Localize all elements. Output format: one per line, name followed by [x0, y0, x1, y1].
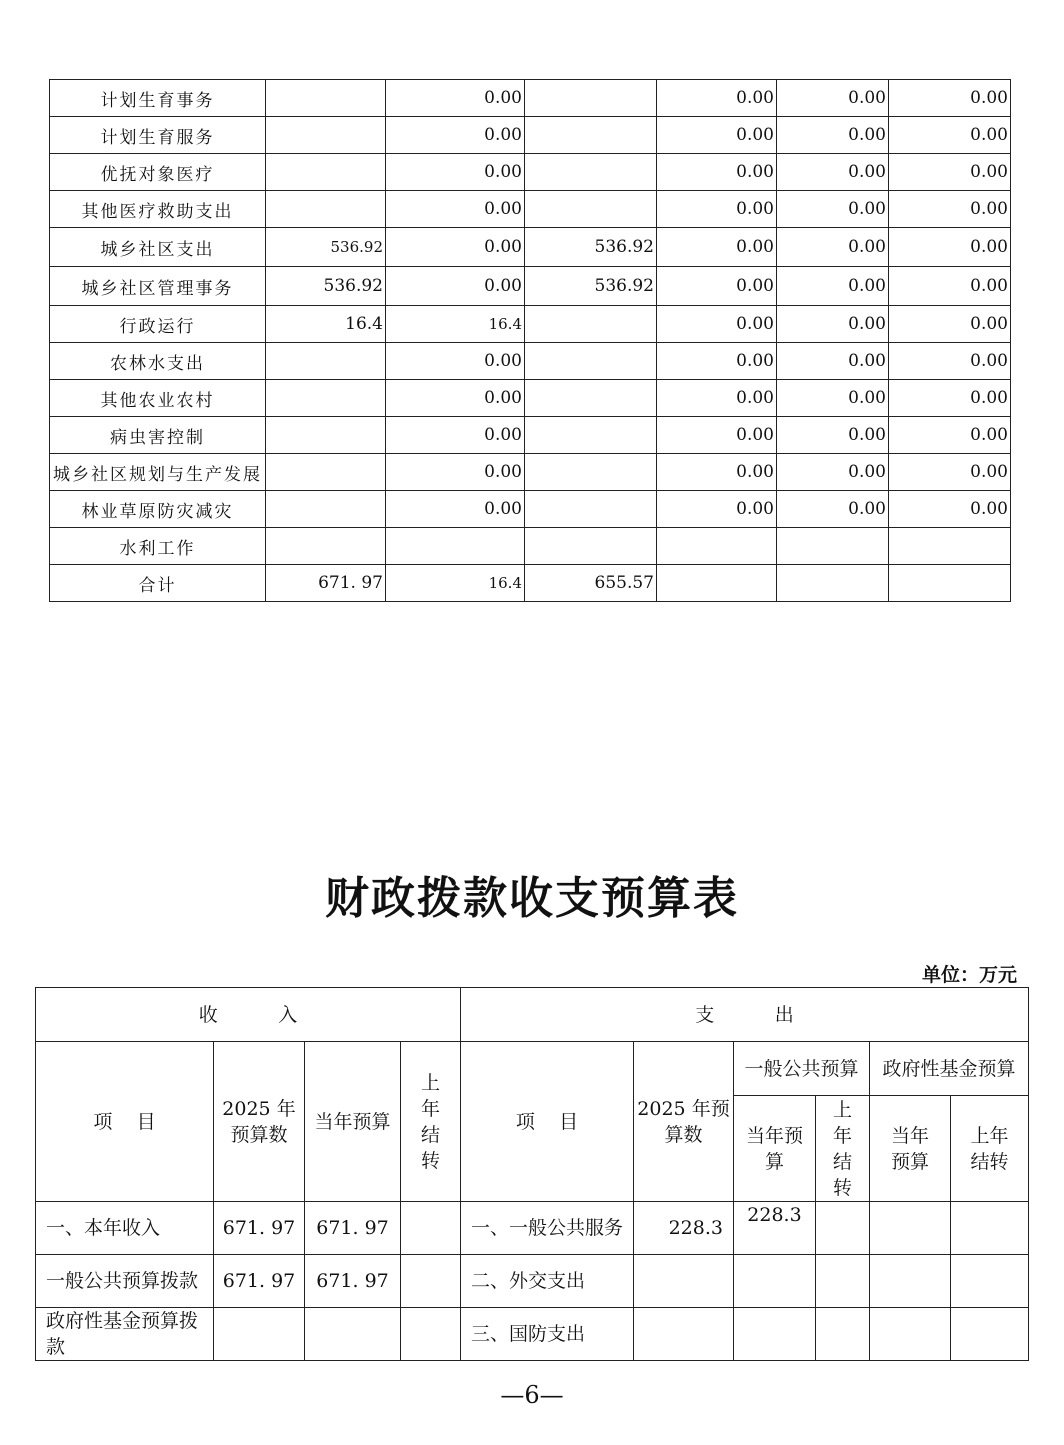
gp-carry-header: 上年结转	[816, 1096, 870, 1202]
table-cell: 0.00	[777, 306, 889, 343]
table-cell: 0.00	[889, 267, 1011, 306]
table-cell	[777, 565, 889, 602]
table-cell: 0.00	[889, 191, 1011, 228]
expense-item-header: 项 目	[461, 1042, 634, 1202]
table-cell: 0.00	[386, 117, 525, 154]
table-cell: 671. 97	[214, 1255, 305, 1308]
table-cell: 0.00	[657, 191, 777, 228]
table-cell: 228.3	[734, 1202, 816, 1255]
table-cell: 228.3	[634, 1202, 734, 1255]
table-cell	[525, 380, 657, 417]
table-row	[36, 1202, 1029, 1255]
table-row	[50, 154, 1011, 191]
table-cell: 16.4	[386, 565, 525, 602]
table-cell	[266, 80, 386, 117]
table-cell: 0.00	[386, 454, 525, 491]
fiscal-budget-table	[35, 987, 1029, 1361]
table-cell	[266, 117, 386, 154]
table-cell: 16.4	[386, 306, 525, 343]
table-cell: 0.00	[889, 343, 1011, 380]
row-label: 政府性基金预算拨款	[36, 1308, 214, 1361]
table-cell	[266, 343, 386, 380]
table-cell: 671. 97	[214, 1202, 305, 1255]
table-cell	[951, 1202, 1029, 1255]
table-cell: 0.00	[777, 417, 889, 454]
table-cell: 0.00	[657, 306, 777, 343]
table-cell	[525, 80, 657, 117]
table-cell	[951, 1255, 1029, 1308]
table-cell: 0.00	[386, 267, 525, 306]
table-cell: 0.00	[657, 380, 777, 417]
table-cell: 0.00	[657, 154, 777, 191]
table-cell	[816, 1255, 870, 1308]
table-cell: 0.00	[889, 80, 1011, 117]
row-label: 计划生育服务	[50, 117, 266, 154]
table-cell: 0.00	[777, 228, 889, 267]
table-cell: 0.00	[657, 343, 777, 380]
table-cell: 0.00	[657, 267, 777, 306]
table-cell	[634, 1255, 734, 1308]
table-cell	[525, 191, 657, 228]
row-label: 城乡社区支出	[50, 228, 266, 267]
row-label: 林业草原防灾减灾	[50, 491, 266, 528]
expense-header: 支 出	[461, 988, 1029, 1042]
table-cell	[305, 1308, 401, 1361]
table-cell	[214, 1308, 305, 1361]
table-cell	[525, 306, 657, 343]
row-label: 一、一般公共服务	[461, 1202, 634, 1255]
table-row	[50, 454, 1011, 491]
table-cell: 0.00	[889, 306, 1011, 343]
table-cell: 0.00	[386, 154, 525, 191]
table-cell: 0.00	[889, 454, 1011, 491]
row-label: 水利工作	[50, 528, 266, 565]
table-cell: 0.00	[889, 417, 1011, 454]
table-cell: 0.00	[657, 454, 777, 491]
general-public-budget-header: 一般公共预算	[734, 1042, 870, 1096]
table-cell	[401, 1255, 461, 1308]
gov-fund-budget-header: 政府性基金预算	[870, 1042, 1029, 1096]
table-cell: 0.00	[777, 117, 889, 154]
row-label: 病虫害控制	[50, 417, 266, 454]
table-row	[50, 306, 1011, 343]
gf-carry-header: 上年结转	[951, 1096, 1029, 1202]
table-cell	[657, 528, 777, 565]
table-cell	[525, 454, 657, 491]
gf-current-header: 当年预算	[870, 1096, 951, 1202]
table-cell: 0.00	[777, 343, 889, 380]
page-number: —6—	[500, 1381, 564, 1409]
table-cell	[816, 1308, 870, 1361]
row-label: 二、外交支出	[461, 1255, 634, 1308]
income-header: 收 入	[36, 988, 461, 1042]
table-cell	[525, 343, 657, 380]
row-label: 行政运行	[50, 306, 266, 343]
table-cell	[401, 1202, 461, 1255]
table-cell	[266, 154, 386, 191]
table-cell: 0.00	[777, 454, 889, 491]
expense-budget-2025-header: 2025 年预算数	[634, 1042, 734, 1202]
table-row	[50, 417, 1011, 454]
row-label: 计划生育事务	[50, 80, 266, 117]
table-row	[50, 191, 1011, 228]
table-cell	[525, 491, 657, 528]
table-cell	[889, 565, 1011, 602]
table-cell: 0.00	[657, 491, 777, 528]
table-cell	[634, 1308, 734, 1361]
table-row	[50, 117, 1011, 154]
table-cell	[657, 565, 777, 602]
budget-detail-body	[50, 80, 1011, 602]
row-label: 农林水支出	[50, 343, 266, 380]
unit-label: 单位：万元	[921, 964, 1017, 986]
table-cell: 0.00	[657, 228, 777, 267]
table-row	[50, 267, 1011, 306]
table-cell: 0.00	[889, 117, 1011, 154]
table-cell: 0.00	[889, 228, 1011, 267]
table-cell: 0.00	[777, 154, 889, 191]
table-cell: 0.00	[777, 491, 889, 528]
row-label: 合计	[50, 565, 266, 602]
table-cell: 0.00	[386, 491, 525, 528]
table-cell	[266, 528, 386, 565]
fiscal-budget-body	[36, 1202, 1029, 1361]
table-cell: 671. 97	[266, 565, 386, 602]
gp-current-header: 当年预算	[734, 1096, 816, 1202]
table-cell	[525, 528, 657, 565]
table-cell: 671. 97	[305, 1202, 401, 1255]
budget-detail-table	[49, 79, 1011, 602]
table-row	[50, 228, 1011, 267]
table-row	[50, 380, 1011, 417]
row-label: 其他医疗救助支出	[50, 191, 266, 228]
table-cell: 0.00	[386, 380, 525, 417]
table-cell	[266, 191, 386, 228]
table-cell	[386, 528, 525, 565]
income-budget-2025-header: 2025 年预算数	[214, 1042, 305, 1202]
table-cell: 671. 97	[305, 1255, 401, 1308]
table-cell	[816, 1202, 870, 1255]
table-cell: 536.92	[525, 228, 657, 267]
table-cell: 0.00	[386, 228, 525, 267]
table-cell	[266, 380, 386, 417]
row-label: 其他农业农村	[50, 380, 266, 417]
table-cell	[777, 528, 889, 565]
table-cell	[401, 1308, 461, 1361]
table-cell: 0.00	[777, 191, 889, 228]
income-carryover-header: 上年结转	[401, 1042, 461, 1202]
table-row	[50, 528, 1011, 565]
income-current-budget-header: 当年预算	[305, 1042, 401, 1202]
row-label: 一、本年收入	[36, 1202, 214, 1255]
row-label: 优抚对象医疗	[50, 154, 266, 191]
table-cell: 0.00	[777, 80, 889, 117]
table-cell	[525, 154, 657, 191]
table-cell: 0.00	[657, 80, 777, 117]
row-label: 城乡社区规划与生产发展	[50, 454, 266, 491]
table-cell: 0.00	[777, 267, 889, 306]
table-cell: 0.00	[386, 191, 525, 228]
row-label: 城乡社区管理事务	[50, 267, 266, 306]
table-cell: 0.00	[386, 343, 525, 380]
table-cell: 536.92	[266, 228, 386, 267]
table-cell	[889, 528, 1011, 565]
table-cell: 16.4	[266, 306, 386, 343]
table-row	[50, 491, 1011, 528]
table-cell	[525, 117, 657, 154]
table-cell	[266, 491, 386, 528]
table-cell	[870, 1202, 951, 1255]
income-item-header: 项 目	[36, 1042, 214, 1202]
table-cell	[951, 1308, 1029, 1361]
table-cell	[870, 1308, 951, 1361]
table-cell	[525, 417, 657, 454]
table-row	[36, 1308, 1029, 1361]
table-cell: 0.00	[386, 80, 525, 117]
row-label: 三、国防支出	[461, 1308, 634, 1361]
table-cell	[266, 417, 386, 454]
table-cell	[734, 1255, 816, 1308]
table-cell: 536.92	[525, 267, 657, 306]
table-cell	[266, 454, 386, 491]
row-label: 一般公共预算拨款	[36, 1255, 214, 1308]
table-cell	[870, 1255, 951, 1308]
table-cell: 0.00	[386, 417, 525, 454]
table-cell: 0.00	[777, 380, 889, 417]
table-cell: 0.00	[889, 380, 1011, 417]
table-cell: 655.57	[525, 565, 657, 602]
table-cell: 536.92	[266, 267, 386, 306]
table-row	[50, 80, 1011, 117]
table-cell: 0.00	[657, 117, 777, 154]
table-cell: 0.00	[889, 154, 1011, 191]
table-cell: 0.00	[889, 491, 1011, 528]
table-row	[50, 565, 1011, 602]
table-row	[50, 343, 1011, 380]
page-title: 财政拨款收支预算表	[325, 873, 739, 924]
table-row	[36, 1255, 1029, 1308]
table-cell: 0.00	[657, 417, 777, 454]
table-cell	[734, 1308, 816, 1361]
